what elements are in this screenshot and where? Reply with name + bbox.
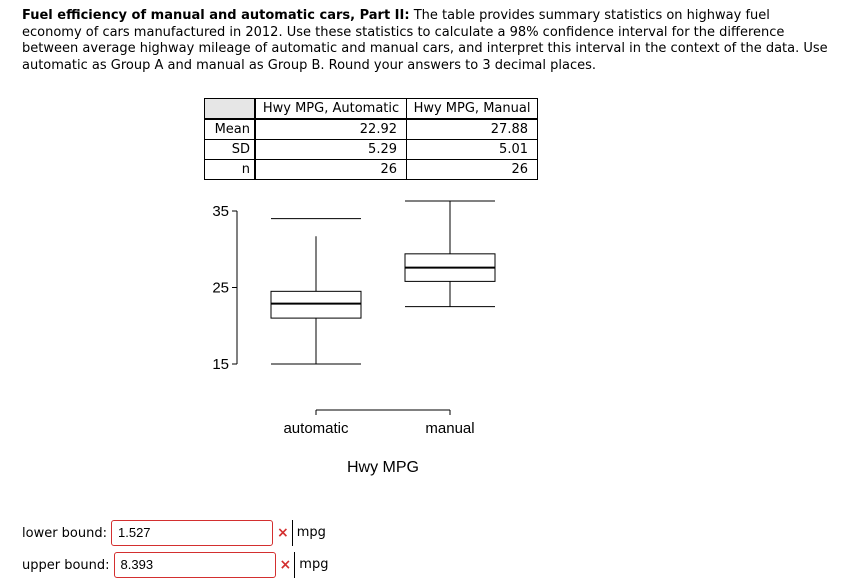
lower-bound-row bbox=[22, 518, 326, 548]
lower-bound-input[interactable]: 1.527 bbox=[111, 520, 273, 546]
upper-bound-label: upper bound: bbox=[22, 557, 110, 573]
table-cell: 22.92 bbox=[255, 119, 407, 140]
table-cell: 27.88 bbox=[407, 119, 538, 140]
y-tick-label: 15 bbox=[212, 356, 229, 373]
incorrect-x-icon: × bbox=[279, 557, 292, 573]
lower-bound-unit: mpg bbox=[292, 520, 326, 546]
table-row-label-mean: Mean bbox=[205, 119, 256, 140]
y-tick-label: 35 bbox=[212, 203, 229, 220]
table-cell: 26 bbox=[255, 160, 407, 180]
x-axis-title: Hwy MPG bbox=[347, 459, 419, 476]
table-cell: 5.01 bbox=[407, 140, 538, 160]
upper-bound-input[interactable]: 8.393 bbox=[114, 552, 276, 578]
upper-bound-row bbox=[22, 550, 328, 580]
table-row-label-n: n bbox=[205, 160, 256, 180]
y-tick-label: 25 bbox=[212, 279, 229, 297]
box-iqr bbox=[271, 291, 361, 318]
incorrect-x-icon: × bbox=[277, 525, 289, 541]
table-cell: 5.29 bbox=[255, 140, 407, 160]
x-category-label: manual bbox=[425, 420, 475, 437]
lower-bound-label: lower bound: bbox=[22, 525, 107, 541]
boxplot-layer bbox=[212, 201, 495, 476]
table-cell: 26 bbox=[407, 160, 538, 180]
question-body: The table provides summary statistics on highway fuel economy of cars manufactured in 2012. Use these statistics to calculate a 98% confidence interval for the difference between average highway mileage of automatic and manual cars, and interpret this interval in the context of the data. Use automatic as Group A and manual as Group B. Round your answers to 3 decimal places. bbox=[22, 8, 828, 73]
table-col-header-manual: Hwy MPG, Manual bbox=[407, 99, 538, 120]
table-row-label-sd: SD bbox=[205, 140, 256, 160]
table-col-header-automatic: Hwy MPG, Automatic bbox=[255, 99, 407, 120]
question-title: Fuel efficiency of manual and automatic cars, Part II: bbox=[22, 8, 410, 23]
x-category-label: automatic bbox=[283, 420, 349, 437]
upper-bound-unit: mpg bbox=[294, 552, 328, 578]
